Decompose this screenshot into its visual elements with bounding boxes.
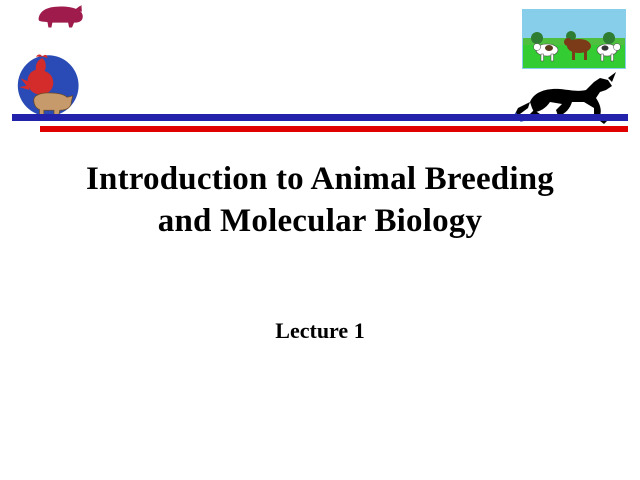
pasture-cattle-image	[521, 8, 627, 70]
divider-bar-blue	[12, 114, 628, 121]
divider-bar-red	[40, 126, 628, 132]
slide-title	[40, 158, 600, 242]
slide-title-line-1: Introduction to Animal Breeding	[86, 161, 554, 197]
slide-subtitle: Lecture 1	[275, 318, 365, 343]
slide-title-line-2: and Molecular Biology	[157, 203, 483, 240]
circular-livestock-logo-icon	[10, 48, 90, 124]
